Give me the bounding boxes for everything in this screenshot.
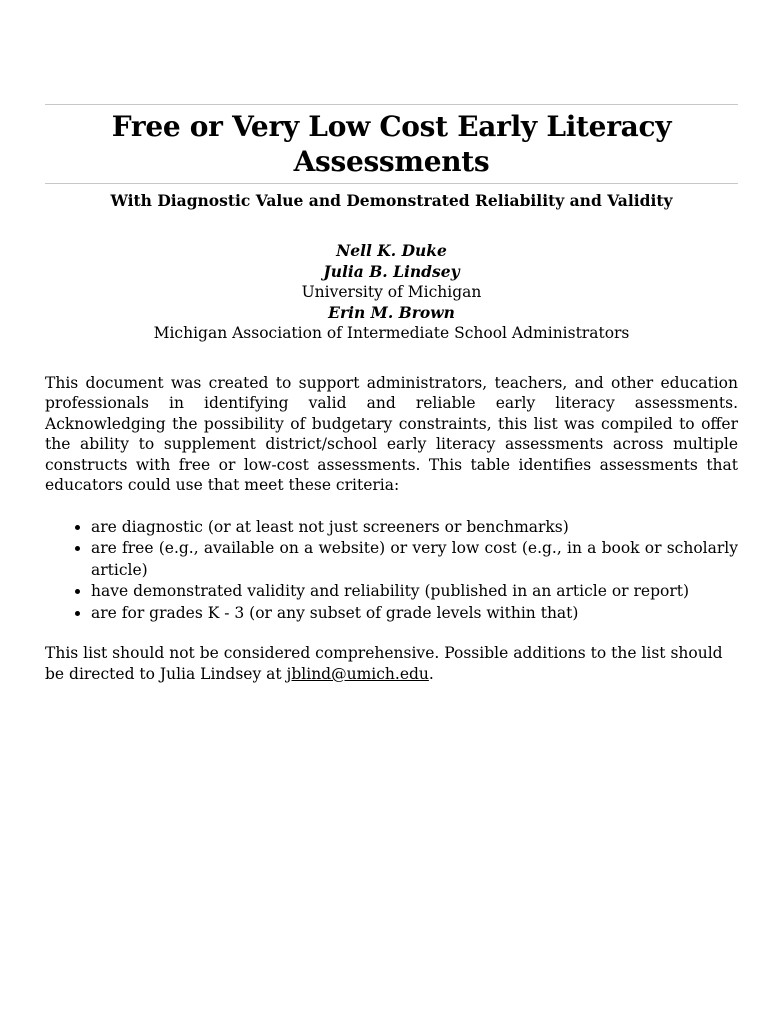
email-link[interactable]: jblind@umich.edu [286, 664, 429, 683]
document-title: Free or Very Low Cost Early Literacy Assessments [111, 110, 672, 178]
document-subtitle: With Diagnostic Value and Demonstrated Reliability and Validity [110, 191, 673, 210]
document-page [45, 104, 738, 700]
list-item: • are for grades K - 3 (or any subset of grade levels within that) [91, 603, 738, 625]
author-name: Nell K. Duke [336, 241, 447, 260]
closing-text: This list should not be considered comprehensive. Possible additions to the list should be directed to Julia Lindsey at [45, 644, 723, 683]
closing-paragraph [45, 643, 738, 684]
list-item: • have demonstrated validity and reliability (published in an article or report) [91, 581, 738, 603]
criteria-list [45, 517, 738, 625]
author-name: Julia B. Lindsey [323, 261, 460, 281]
intro-paragraph: This document was created to support administrators, teachers, and other education professionals in identifying valid and reliable early literacy assessments. Acknowledging the possibility of budgetary constraints, this list was compiled to offer the ability to supplement district/school early literacy assessments across multiple constructs with free or low-cost assessments. This table identifies assessments that educators could use that meet these criteria: [45, 373, 738, 494]
author-name: Erin M. Brown [328, 302, 455, 322]
closing-period: . [428, 664, 434, 683]
author-affiliation: University of Michigan [301, 283, 482, 301]
list-item: • are free (e.g., available on a website) or very low cost (e.g., in a book or scholarly article) [91, 538, 738, 581]
top-rule [45, 104, 738, 105]
list-item: • are diagnostic (or at least not just screeners or benchmarks) [91, 517, 738, 539]
author-affiliation: Michigan Association of Intermediate School Administrators [153, 324, 630, 342]
title-rule [45, 183, 738, 184]
author-block [45, 241, 738, 344]
